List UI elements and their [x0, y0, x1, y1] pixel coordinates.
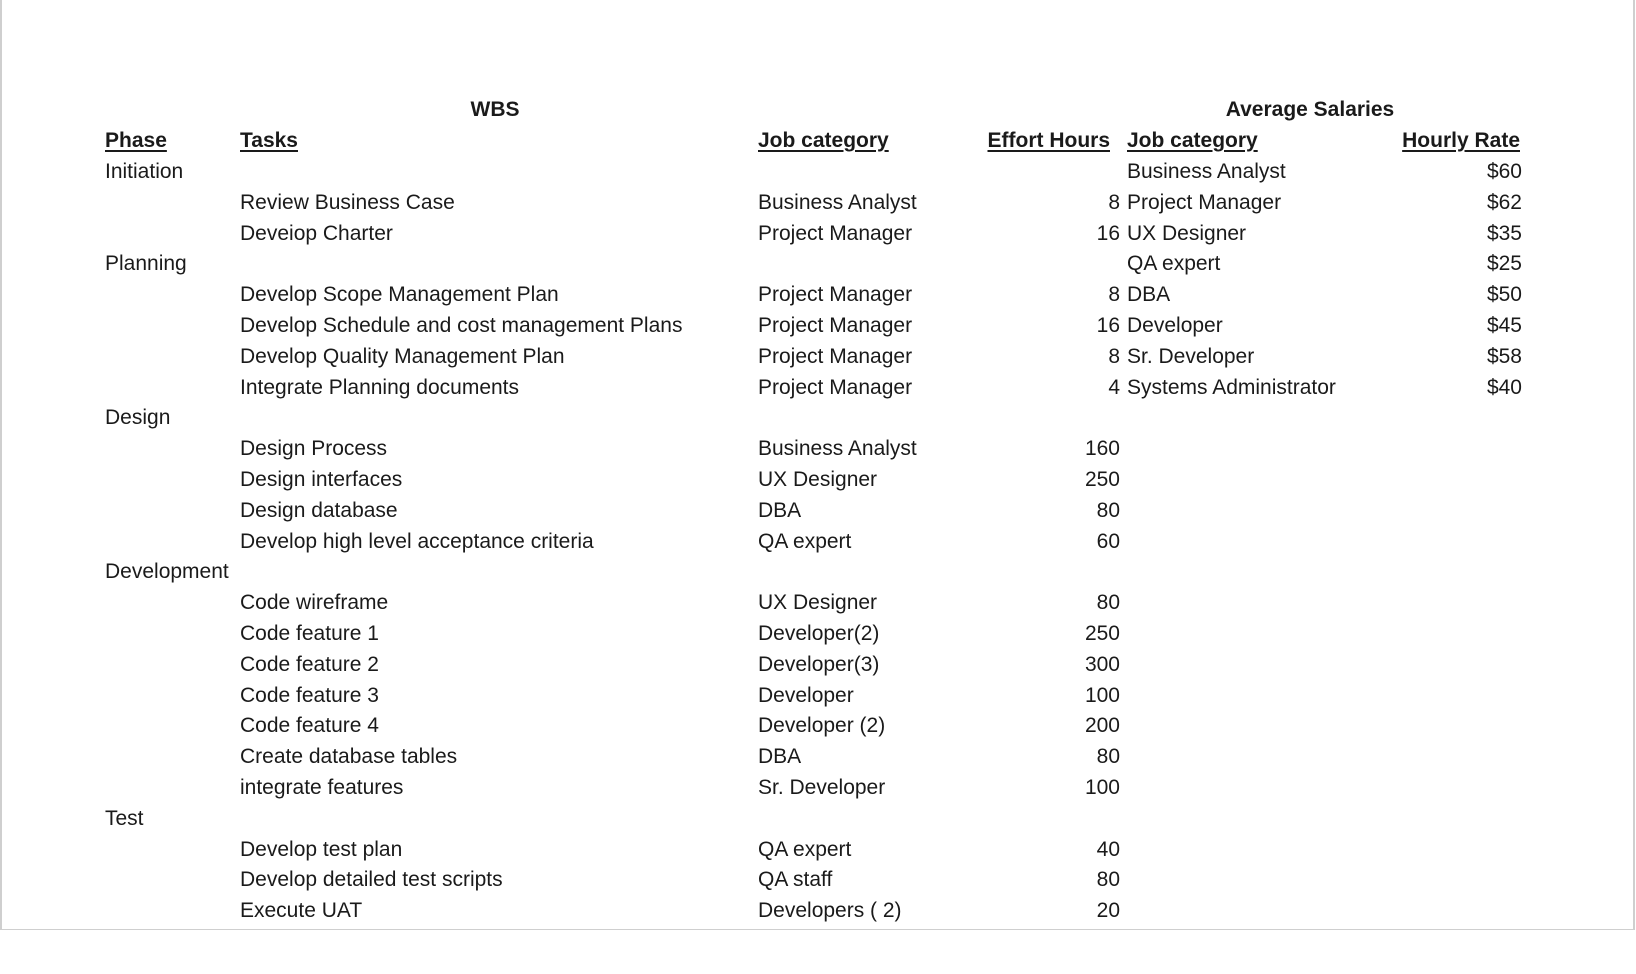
- hourly-rate-cell: $62: [1486, 191, 1522, 214]
- salary-job-category-cell: QA expert: [1127, 252, 1221, 275]
- hourly-rate-cell: $60: [1486, 160, 1522, 183]
- effort-hours-cell: 8: [1108, 191, 1120, 214]
- header-phase: Phase: [105, 129, 167, 152]
- effort-hours-cell: 16: [1096, 222, 1120, 245]
- effort-hours-cell: 60: [1096, 530, 1120, 553]
- task-label: Integrate Planning documents: [240, 376, 520, 399]
- effort-hours-cell: 8: [1108, 283, 1120, 306]
- effort-hours-cell: 80: [1096, 868, 1120, 891]
- job-category-cell: QA expert: [758, 530, 852, 553]
- hourly-rate-cell: $25: [1486, 252, 1522, 275]
- salary-job-category-cell: Developer: [1127, 314, 1223, 337]
- phase-label: Initiation: [105, 160, 184, 183]
- job-category-cell: QA staff: [758, 868, 833, 891]
- task-label: Develop Scope Management Plan: [240, 283, 559, 306]
- salaries-title: Average Salaries: [1225, 98, 1395, 121]
- job-category-cell: Business Analyst: [758, 437, 917, 460]
- effort-hours-cell: 100: [1084, 684, 1120, 707]
- task-label: Create database tables: [240, 745, 458, 768]
- job-category-cell: Developer: [758, 684, 854, 707]
- task-label: Develop Schedule and cost management Plans: [240, 314, 683, 337]
- task-label: Develop Quality Management Plan: [240, 345, 565, 368]
- job-category-cell: Project Manager: [758, 314, 913, 337]
- effort-hours-cell: 100: [1084, 776, 1120, 799]
- effort-hours-cell: 80: [1096, 591, 1120, 614]
- job-category-cell: Sr. Developer: [758, 776, 886, 799]
- job-category-cell: DBA: [758, 745, 802, 768]
- salary-job-category-cell: Business Analyst: [1127, 160, 1286, 183]
- job-category-cell: Business Analyst: [758, 191, 917, 214]
- task-label: integrate features: [240, 776, 404, 799]
- job-category-cell: QA expert: [758, 838, 852, 861]
- task-label: Design interfaces: [240, 468, 403, 491]
- task-label: Code feature 3: [240, 684, 379, 707]
- hourly-rate-cell: $58: [1486, 345, 1522, 368]
- phase-label: Design: [105, 406, 171, 429]
- header-salary-job-category: Job category: [1127, 129, 1258, 152]
- task-label: Design Process: [240, 437, 388, 460]
- effort-hours-cell: 80: [1096, 745, 1120, 768]
- task-label: Code wireframe: [240, 591, 389, 614]
- task-label: Develop test plan: [240, 838, 403, 861]
- phase-label: Test: [105, 807, 144, 830]
- phase-label: Planning: [105, 252, 187, 275]
- job-category-cell: UX Designer: [758, 468, 878, 491]
- task-label: Develop high level acceptance criteria: [240, 530, 594, 553]
- effort-hours-cell: 200: [1084, 714, 1120, 737]
- hourly-rate-cell: $45: [1486, 314, 1522, 337]
- hourly-rate-cell: $40: [1486, 376, 1522, 399]
- hourly-rate-cell: $35: [1486, 222, 1522, 245]
- effort-hours-cell: 4: [1108, 376, 1120, 399]
- task-label: Deveiop Charter: [240, 222, 393, 245]
- job-category-cell: Developers ( 2): [758, 899, 902, 922]
- salary-job-category-cell: DBA: [1127, 283, 1171, 306]
- job-category-cell: Project Manager: [758, 222, 913, 245]
- task-label: Review Business Case: [240, 191, 455, 214]
- task-label: Code feature 2: [240, 653, 379, 676]
- header-job-category: Job category: [758, 129, 889, 152]
- effort-hours-cell: 250: [1084, 468, 1120, 491]
- effort-hours-cell: 300: [1084, 653, 1120, 676]
- job-category-cell: Developer(2): [758, 622, 880, 645]
- effort-hours-cell: 250: [1084, 622, 1120, 645]
- job-category-cell: Developer(3): [758, 653, 880, 676]
- job-category-cell: Project Manager: [758, 376, 913, 399]
- task-label: Code feature 1: [240, 622, 379, 645]
- salary-job-category-cell: Project Manager: [1127, 191, 1282, 214]
- job-category-cell: DBA: [758, 499, 802, 522]
- task-label: Code feature 4: [240, 714, 379, 737]
- phase-label: Development: [105, 560, 229, 583]
- job-category-cell: Project Manager: [758, 345, 913, 368]
- job-category-cell: Project Manager: [758, 283, 913, 306]
- effort-hours-cell: 16: [1096, 314, 1120, 337]
- wbs-title: WBS: [470, 98, 520, 121]
- header-tasks: Tasks: [240, 129, 298, 152]
- effort-hours-cell: 40: [1096, 838, 1120, 861]
- task-label: Execute UAT: [240, 899, 363, 922]
- salary-job-category-cell: Systems Administrator: [1127, 376, 1336, 399]
- task-label: Design database: [240, 499, 398, 522]
- salary-job-category-cell: UX Designer: [1127, 222, 1247, 245]
- header-effort-hours: Effort Hours: [987, 129, 1110, 152]
- effort-hours-cell: 8: [1108, 345, 1120, 368]
- effort-hours-cell: 20: [1096, 899, 1120, 922]
- header-hourly-rate: Hourly Rate: [1402, 129, 1520, 152]
- job-category-cell: UX Designer: [758, 591, 878, 614]
- effort-hours-cell: 160: [1084, 437, 1120, 460]
- effort-hours-cell: 80: [1096, 499, 1120, 522]
- salary-job-category-cell: Sr. Developer: [1127, 345, 1255, 368]
- job-category-cell: Developer (2): [758, 714, 886, 737]
- task-label: Develop detailed test scripts: [240, 868, 503, 891]
- hourly-rate-cell: $50: [1486, 283, 1522, 306]
